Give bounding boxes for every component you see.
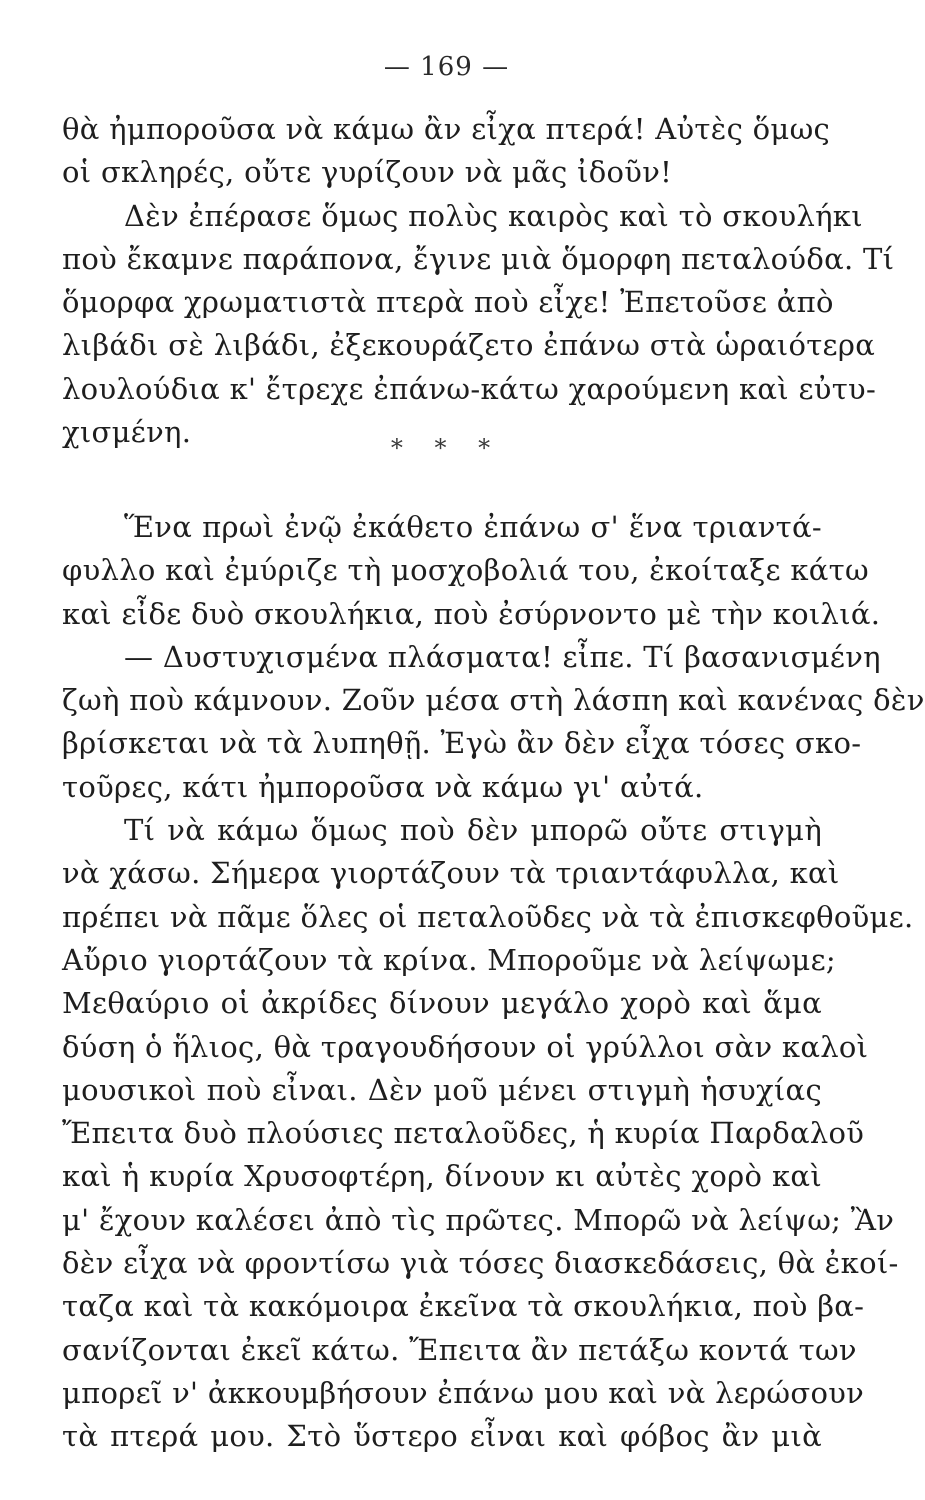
text-line: τὰ πτερά μου. Στὸ ὕστερο εἶναι καὶ φόβος ἂν μιὰ — [62, 1419, 822, 1454]
text-line: Ἔπειτα δυὸ πλούσιες πεταλοῦδες, ἡ κυρία Παρδαλοῦ — [62, 1116, 865, 1151]
text-line: πρέπει νὰ πᾶμε ὅλες οἱ πεταλοῦδες νὰ τὰ ἐπισκεφθοῦμε. — [62, 899, 914, 934]
text-line: ταζα καὶ τὰ κακόμοιρα ἐκεῖνα τὰ σκουλήκια, ποὺ βα- — [62, 1289, 865, 1324]
text-line: ποὺ ἔκαμνε παράπονα, ἔγινε μιὰ ὅμορφη πεταλούδα. Τί — [62, 241, 895, 276]
text-line: Αὔριο γιορτάζουν τὰ κρίνα. Μποροῦμε νὰ λείψωμε; — [62, 942, 836, 977]
text-line: οἱ σκληρές, οὔτε γυρίζουν νὰ μᾶς ἰδοῦν! — [62, 155, 673, 190]
text-line: δύση ὁ ἥλιος, θὰ τραγουδήσουν οἱ γρύλλοι σὰν καλοὶ — [62, 1029, 869, 1064]
text-line: λουλούδια κ' ἔτρεχε ἐπάνω-κάτω χαρούμενη καὶ εὐτυ- — [62, 371, 877, 406]
section-separator: * * * — [390, 434, 503, 462]
text-line: φυλλο καὶ ἐμύριζε τὴ μοσχοβολιά του, ἐκοίταξε κάτω — [62, 553, 869, 588]
text-line: μ' ἔχουν καλέσει ἀπὸ τὶς πρῶτες. Μπορῶ νὰ λείψω; Ἂν — [62, 1202, 895, 1237]
text-line: — Δυστυχισμένα πλάσματα! εἶπε. Τί βασανισμένη — [124, 639, 881, 674]
paragraph-block-2 — [62, 506, 925, 1459]
text-line: δὲν εἶχα νὰ φροντίσω γιὰ τόσες διασκεδάσεις, θὰ ἐκοί- — [62, 1246, 899, 1281]
text-line: μπορεῖ ν' ἀκκουμβήσουν ἐπάνω μου καὶ νὰ λερώσουν — [62, 1375, 865, 1410]
text-line: σανίζονται ἐκεῖ κάτω. Ἔπειτα ἂν πετάξω κοντά των — [62, 1332, 857, 1367]
text-line: ζωὴ ποὺ κάμνουν. Ζοῦν μέσα στὴ λάσπη καὶ κανένας δὲν — [62, 683, 925, 718]
text-line: Δὲν ἐπέρασε ὅμως πολὺς καιρὸς καὶ τὸ σκουλήκι — [124, 198, 863, 233]
page-number: — 169 — — [383, 52, 510, 82]
text-line: τοῦρες, κάτι ἠμποροῦσα νὰ κάμω γι' αὐτά. — [62, 769, 704, 804]
text-line: λιβάδι σὲ λιβάδι, ἐξεκουράζετο ἐπάνω στὰ ὡραιότερα — [62, 328, 876, 363]
text-line: χισμένη. — [62, 415, 192, 450]
text-line: θὰ ἠμποροῦσα νὰ κάμω ἂν εἶχα πτερά! Αὐτὲς ὅμως — [62, 112, 831, 146]
text-line: Μεθαύριο οἱ ἀκρίδες δίνουν μεγάλο χορὸ καὶ ἅμα — [62, 986, 822, 1021]
paragraph-block-1 — [62, 108, 895, 454]
text-line: καὶ ἡ κυρία Χρυσοφτέρη, δίνουν κι αὐτὲς χορὸ καὶ — [62, 1159, 822, 1194]
text-line: καὶ εἶδε δυὸ σκουλήκια, ποὺ ἐσύρνοντο μὲ τὴν κοιλιά. — [62, 596, 881, 631]
text-line: μουσικοὶ ποὺ εἶναι. Δὲν μοῦ μένει στιγμὴ ἡσυχίας — [62, 1072, 822, 1107]
text-line: Τί νὰ κάμω ὅμως ποὺ δὲν μπορῶ οὔτε στιγμὴ — [124, 813, 822, 848]
text-line: βρίσκεται νὰ τὰ λυπηθῇ. Ἐγὼ ἂν δὲν εἶχα τόσες σκο- — [62, 726, 862, 761]
text-line: Ἕνα πρωὶ ἐνῷ ἐκάθετο ἐπάνω σ' ἕνα τριαντά- — [124, 510, 822, 544]
text-line: ὅμορφα χρωματιστὰ πτερὰ ποὺ εἶχε! Ἐπετοῦσε ἀπὸ — [62, 285, 834, 320]
text-line: νὰ χάσω. Σήμερα γιορτάζουν τὰ τριαντάφυλλα, καὶ — [62, 856, 840, 891]
